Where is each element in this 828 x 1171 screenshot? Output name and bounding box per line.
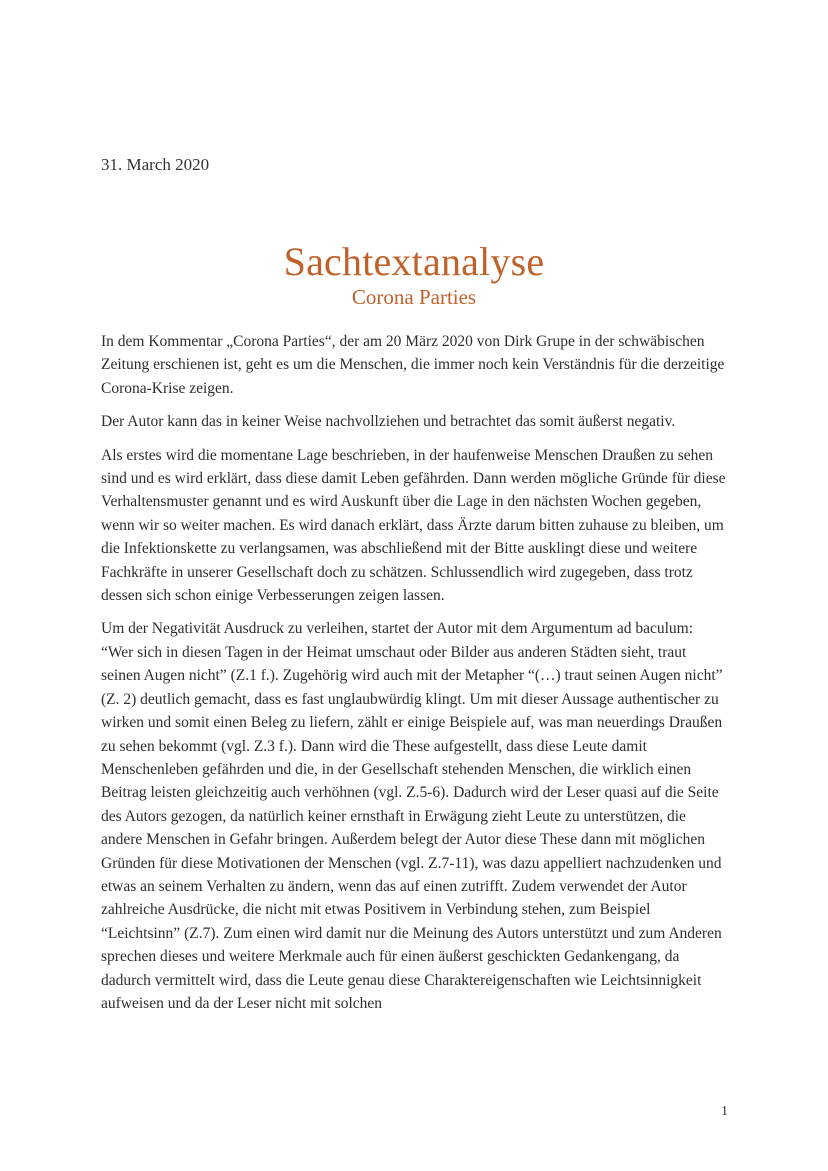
page-number: 1 <box>721 1104 728 1119</box>
document-subtitle: Corona Parties <box>351 285 477 309</box>
document-title: Sachtextanalyse <box>283 239 545 284</box>
paragraph-analysis: Um der Negativität Ausdruck zu verleihen, startet der Autor mit dem Argumentum ad baculum: “Wer sich in diesen Tagen in der Heimat umschaut oder Bilder aus anderen Städten sieht, traut seinen Augen nicht” (Z.1 f.). Zugehörig wird auch mit der Metapher “(…) traut seinen Augen nicht” (Z. 2) deutlich gemacht, dass es fast unglaubwürdig klingt. Um mit dieser Aussage authentischer zu wirken und somit einen Beleg zu liefern, zählt er einige Beispiele auf, was man neuerdings Draußen zu sehen bekommt (vgl. Z.3 f.). Dann wird die These aufgestellt, dass diese Leute damit Menschenleben gefährden und die, in der Gesellschaft stehenden Menschen, die wirklich einen Beitrag leisten gleichzeitig auch verhöhnen (vgl. Z.5-6). Dadurch wird der Leser quasi auf die Seite des Autors gezogen, da natürlich keiner ernsthaft in Erwägung zieht Leute zu unterstützen, die andere Menschen in Gefahr bringen. Außerdem belegt der Autor diese These dann mit möglichen Gründen für diese Motivationen der Menschen (vgl. Z.7-11), was dazu appelliert nachzudenken und etwas an seinem Verhalten zu ändern, wenn das auf einen zutrifft. Zudem verwendet der Autor zahlreiche Ausdrücke, die nicht mit etwas Positivem in Verbindung stehen, zum Beispiel “Leichtsinn” (Z.7). Zum einen wird damit nur die Meinung des Autors unterstützt und zum Anderen sprechen dieses und weitere Merkmale auch für einen äußerst geschickten Gedankengang, da dadurch vermittelt wird, dass die Leute genau diese Charaktereigenschaften wie Leichtsinnigkeit aufweisen und da der Leser nicht mit solchen <box>101 620 723 1012</box>
paragraph-summary: Als erstes wird die momentane Lage beschrieben, in der haufenweise Menschen Draußen zu sehen sind und es wird erklärt, dass diese damit Leben gefährden. Dann werden mögliche Gründe für diese Verhaltensmuster genannt und es wird Auskunft über die Lage in den nächsten Wochen gegeben, wenn wir so weiter machen. Es wird danach erklärt, dass Ärzte darum bitten zuhause zu bleiben, um die Infektionskette zu verlangsamen, was abschließend mit der Bitte ausklingt diese und weitere Fachkräfte in unserer Gesellschaft doch zu schätzen. Schlussendlich wird zugegeben, dass trotz dessen sich schon einige Verbesserungen zeigen lassen. <box>101 446 726 605</box>
paragraph-intro: In dem Kommentar „Corona Parties“, der am 20 März 2020 von Dirk Grupe in der schwäbischen Zeitung erschienen ist, geht es um die Menschen, die immer noch kein Verständnis für die derzeitige Corona-Krise zeigen. <box>101 333 725 397</box>
paragraph-author-stance: Der Autor kann das in keiner Weise nachvollziehen und betrachtet das somit äußerst negativ. <box>101 413 676 431</box>
document-body <box>101 330 727 1025</box>
document-date: 31. March 2020 <box>101 155 210 174</box>
